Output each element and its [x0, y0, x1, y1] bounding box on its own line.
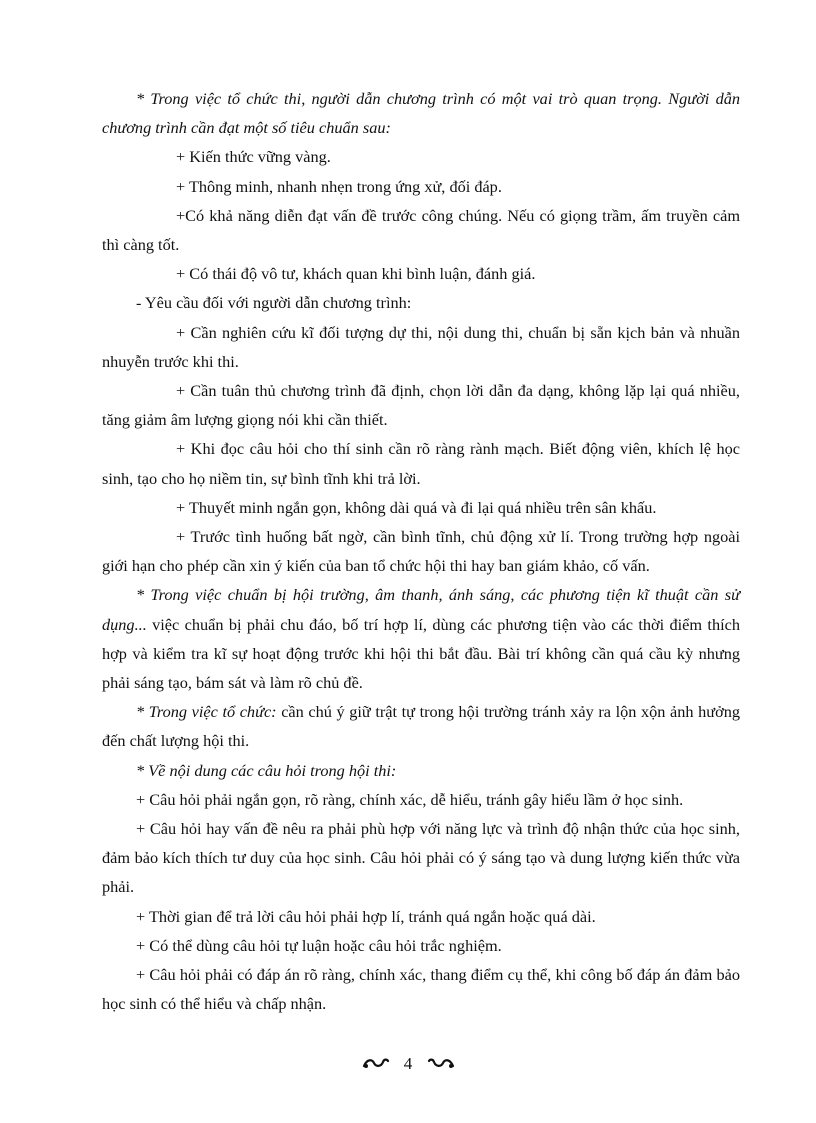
text-segment: + Cần nghiên cứu kĩ đối tượng dự thi, nội dung thi, chuẩn bị sẵn kịch bản và nhuần nhuyễn trước khi thi. [102, 322, 740, 371]
paragraph [102, 756, 740, 785]
ornament-right-icon [427, 1056, 455, 1070]
text-segment: + Trước tình huống bất ngờ, cần bình tĩnh, chủ động xử lí. Trong trường hợp ngoài giới hạn cho phép cần xin ý kiến của ban tổ chức hội thi hay ban giám khảo, cố vấn. [102, 527, 740, 576]
paragraph [102, 580, 740, 697]
paragraph [102, 376, 740, 434]
paragraph [102, 172, 740, 201]
text-segment: + Kiến thức vững vàng. [176, 147, 331, 167]
paragraph [102, 960, 740, 1018]
text-segment: + Cần tuân thủ chương trình đã định, chọn lời dẫn đa dạng, không lặp lại quá nhiều, tăng giảm âm lượng giọng nói khi cần thiết. [102, 381, 740, 430]
text-segment: + Câu hỏi hay vấn đề nêu ra phải phù hợp với năng lực và trình độ nhận thức của học sinh, đảm bảo kích thích tư duy của học sinh. Câu hỏi phải có ý sáng tạo và dung lượng kiến thức vừa phải. [102, 819, 740, 897]
text-segment: + Câu hỏi phải có đáp án rõ ràng, chính xác, thang điểm cụ thể, khi công bố đáp án đảm bảo học sinh có thể hiểu và chấp nhận. [102, 965, 740, 1014]
paragraph [102, 288, 740, 317]
paragraph [102, 902, 740, 931]
paragraph [102, 785, 740, 814]
paragraph [102, 522, 740, 580]
page-footer [0, 1052, 816, 1076]
paragraph [102, 434, 740, 492]
italic-text-segment: * Trong việc tổ chức thi, người dẫn chương trình có một vai trò quan trọng. Người dẫn chương trình cần đạt một số tiêu chuẩn sau: [102, 89, 740, 138]
paragraph [102, 84, 740, 142]
text-segment: + Câu hỏi phải ngắn gọn, rõ ràng, chính xác, dễ hiểu, tránh gây hiểu lầm ở học sinh. [136, 789, 684, 809]
text-segment: + Thuyết minh ngắn gọn, không dài quá và đi lại quá nhiều trên sân khấu. [176, 497, 657, 517]
text-segment: +Có khả năng diễn đạt vấn đề trước công chúng. Nếu có giọng trầm, ấm truyền cảm thì càng tốt. [102, 205, 740, 255]
text-segment: việc chuẩn bị phải chu đáo, bố trí hợp lí, dùng các phương tiện vào các thời điểm thích hợp và kiểm tra kĩ sự hoạt động trước khi hội thi bắt đầu. Bài trí không cần quá cầu kỳ nhưng phải sáng tạo, bám sát và làm rõ chủ đề. [102, 614, 740, 693]
paragraph [102, 493, 740, 522]
text-segment: + Thông minh, nhanh nhẹn trong ứng xử, đối đáp. [176, 176, 502, 196]
page-number: 4 [403, 1054, 413, 1073]
paragraph [102, 201, 740, 259]
italic-text-segment: * Trong việc tổ chức: [136, 702, 277, 722]
italic-text-segment: * Trong việc chuẩn bị hội trường, âm thanh, ánh sáng, các phương tiện kĩ thuật cần sử dụng... [102, 585, 740, 634]
document-body [102, 84, 740, 1019]
paragraph [102, 318, 740, 376]
paragraph [102, 259, 740, 288]
text-segment: - Yêu cầu đối với người dẫn chương trình: [136, 293, 412, 313]
text-segment: + Có thể dùng câu hỏi tự luận hoặc câu hỏi trắc nghiệm. [136, 935, 502, 955]
paragraph [102, 931, 740, 960]
text-segment: + Có thái độ vô tư, khách quan khi bình luận, đánh giá. [176, 264, 536, 284]
ornament-left-icon [362, 1056, 390, 1070]
paragraph [102, 814, 740, 902]
paragraph [102, 142, 740, 171]
text-segment: + Khi đọc câu hỏi cho thí sinh cần rõ ràng rành mạch. Biết động viên, khích lệ học sinh, tạo cho họ niềm tin, sự bình tĩnh khi trả lời. [102, 439, 740, 488]
text-segment: cần chú ý giữ trật tự trong hội trường tránh xảy ra lộn xộn ảnh hưởng đến chất lượng hội thi. [102, 702, 740, 751]
italic-text-segment: * Về nội dung các câu hỏi trong hội thi: [136, 760, 397, 780]
paragraph [102, 697, 740, 755]
text-segment: + Thời gian để trả lời câu hỏi phải hợp lí, tránh quá ngắn hoặc quá dài. [136, 906, 596, 926]
